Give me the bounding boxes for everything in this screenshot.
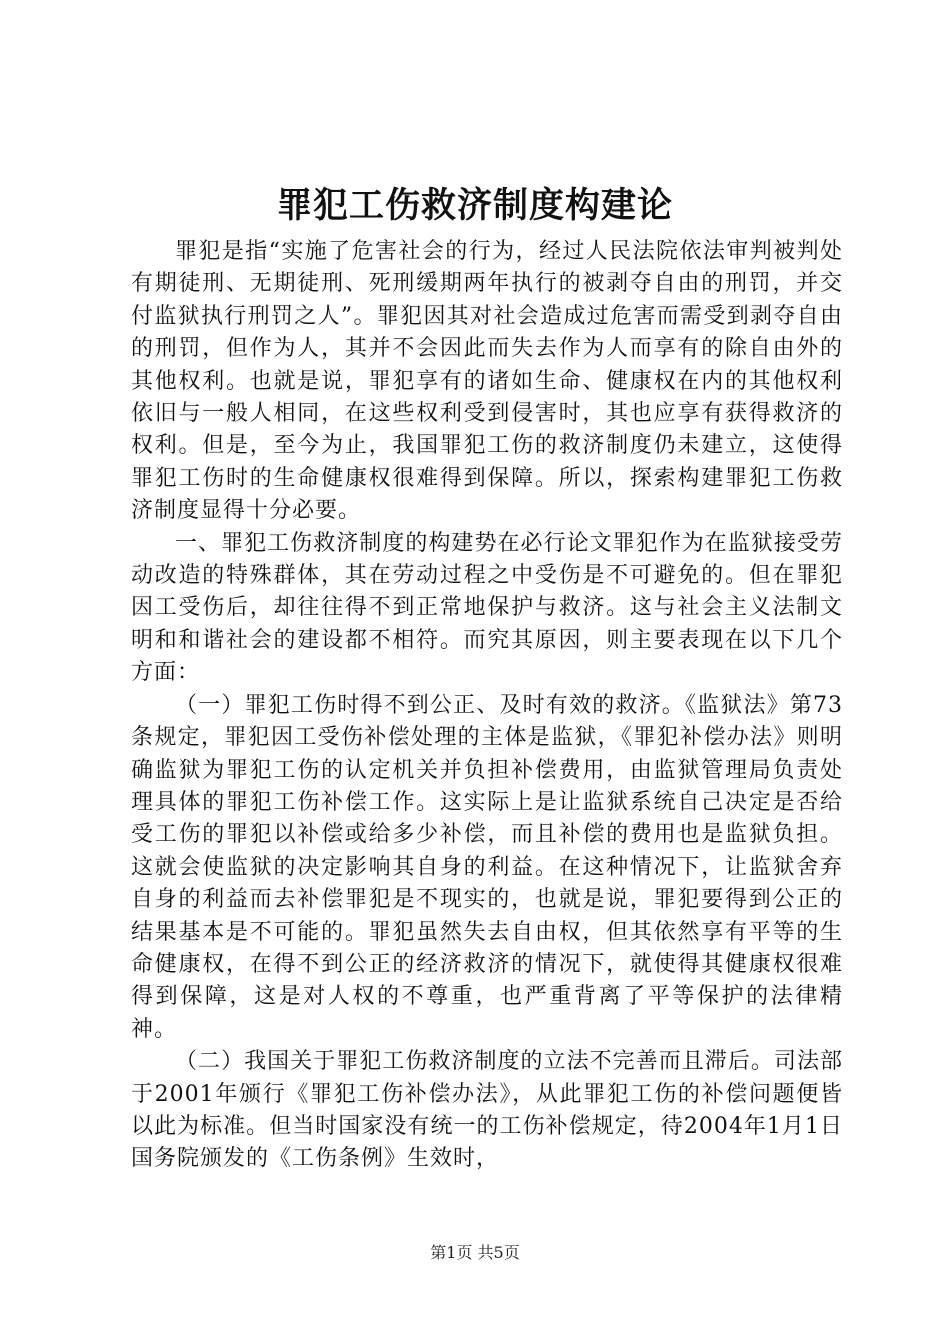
- document-body: [131, 236, 843, 1176]
- body-paragraph-4: （二）我国关于罪犯工伤救济制度的立法不完善而且滞后。司法部于2001年颁行《罪犯工伤补偿办法》，从此罪犯工伤的补偿问题便皆以此为标准。但当时国家没有统一的工伤补偿规定，待2004年1月1日国务院颁发的《工伤条例》生效时，: [131, 1049, 843, 1172]
- document-title: 罪犯工伤救济制度构建论: [276, 185, 673, 226]
- body-paragraph-3: （一）罪犯工伤时得不到公正、及时有效的救济。《监狱法》第73条规定，罪犯因工受伤补偿处理的主体是监狱，《罪犯补偿办法》则明确监狱为罪犯工伤的认定机关并负担补偿费用，由监狱管理局负责处理具体的罪犯工伤补偿工作。这实际上是让监狱系统自己决定是否给受工伤的罪犯以补偿或给多少补偿，而且补偿的费用也是监狱负担。这就会使监狱的决定影响其自身的利益。在这种情况下，让监狱舍弃自身的利益而去补偿罪犯是不现实的，也就是说，罪犯要得到公正的结果基本是不可能的。罪犯虽然失去自由权，但其依然享有平等的生命健康权，在得不到公正的经济救济的情况下，就使得其健康权很难得到保障，这是对人权的不尊重，也严重背离了平等保护的法律精神。: [131, 692, 843, 1042]
- body-paragraph-2: 一、罪犯工伤救济制度的构建势在必行论文罪犯作为在监狱接受劳动改造的特殊群体，其在劳动过程之中受伤是不可避免的。但在罪犯因工受伤后，却往往得不到正常地保护与救济。这与社会主义法制文明和和谐社会的建设都不相符。而究其原因，则主要表现在以下几个方面：: [131, 530, 843, 686]
- body-paragraph-1: 罪犯是指“实施了危害社会的行为，经过人民法院依法审判被判处有期徒刑、无期徒刑、死刑缓期两年执行的被剥夺自由的刑罚，并交付监狱执行刑罚之人”。罪犯因其对社会造成过危害而需受到剥夺自由的刑罚，但作为人，其并不会因此而失去作为人而享有的除自由外的其他权利。也就是说，罪犯享有的诸如生命、健康权在内的其他权利依旧与一般人相同，在这些权利受到侵害时，其也应享有获得救济的权利。但是，至今为止，我国罪犯工伤的救济制度仍未建立，这使得罪犯工伤时的生命健康权很难得到保障。所以，探索构建罪犯工伤救济制度显得十分必要。: [131, 239, 843, 524]
- page-footer: 第1页 共5页: [430, 1243, 520, 1262]
